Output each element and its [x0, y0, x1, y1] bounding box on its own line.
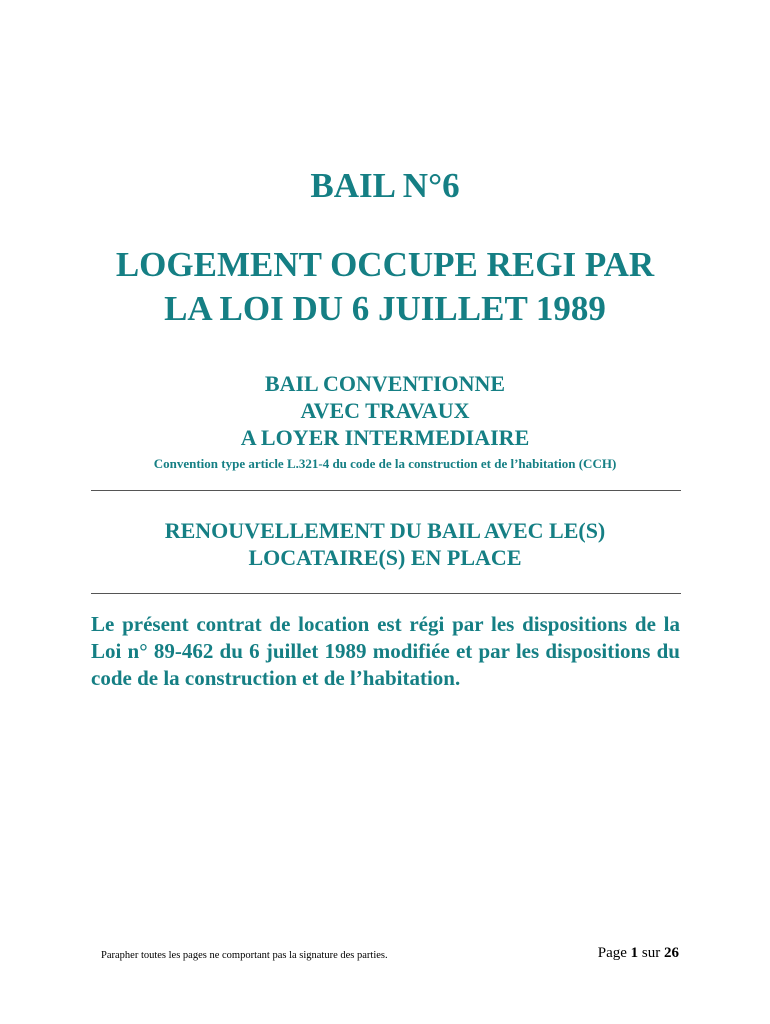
page-separator: sur: [641, 945, 661, 961]
convention-line-3: A LOYER INTERMEDIAIRE: [240, 425, 530, 450]
page-prefix: Page: [597, 945, 627, 961]
renewal-line-2: LOCATAIRE(S) EN PLACE: [248, 545, 522, 570]
convention-heading: [0, 370, 770, 451]
subtitle-line-1: LOGEMENT OCCUPE REGI PAR: [115, 245, 655, 284]
convention-line-2: AVEC TRAVAUX: [300, 398, 470, 423]
document-subtitle: [0, 243, 770, 331]
footer-note: Parapher toutes les pages ne comportant pas la signature des parties.: [101, 950, 388, 961]
intro-paragraph: Le présent contrat de location est régi par les dispositions de la Loi n° 89-462 du 6 juillet 1989 modifiée et par les dispositions du code de la construction et de l’habitation.: [91, 612, 680, 690]
page-current: 1: [630, 945, 639, 961]
renewal-heading: [0, 517, 770, 571]
divider-bottom: [91, 593, 681, 594]
convention-note: Convention type article L.321-4 du code de la construction et de l’habitation (CCH): [153, 456, 617, 471]
page-total: 26: [664, 945, 679, 961]
renewal-line-1: RENOUVELLEMENT DU BAIL AVEC LE(S): [164, 518, 606, 543]
divider-top: [91, 490, 681, 491]
page-number: [598, 945, 679, 962]
subtitle-line-2: LA LOI DU 6 JUILLET 1989: [164, 289, 606, 328]
convention-line-1: BAIL CONVENTIONNE: [264, 371, 506, 396]
document-title: BAIL N°6: [310, 166, 460, 205]
